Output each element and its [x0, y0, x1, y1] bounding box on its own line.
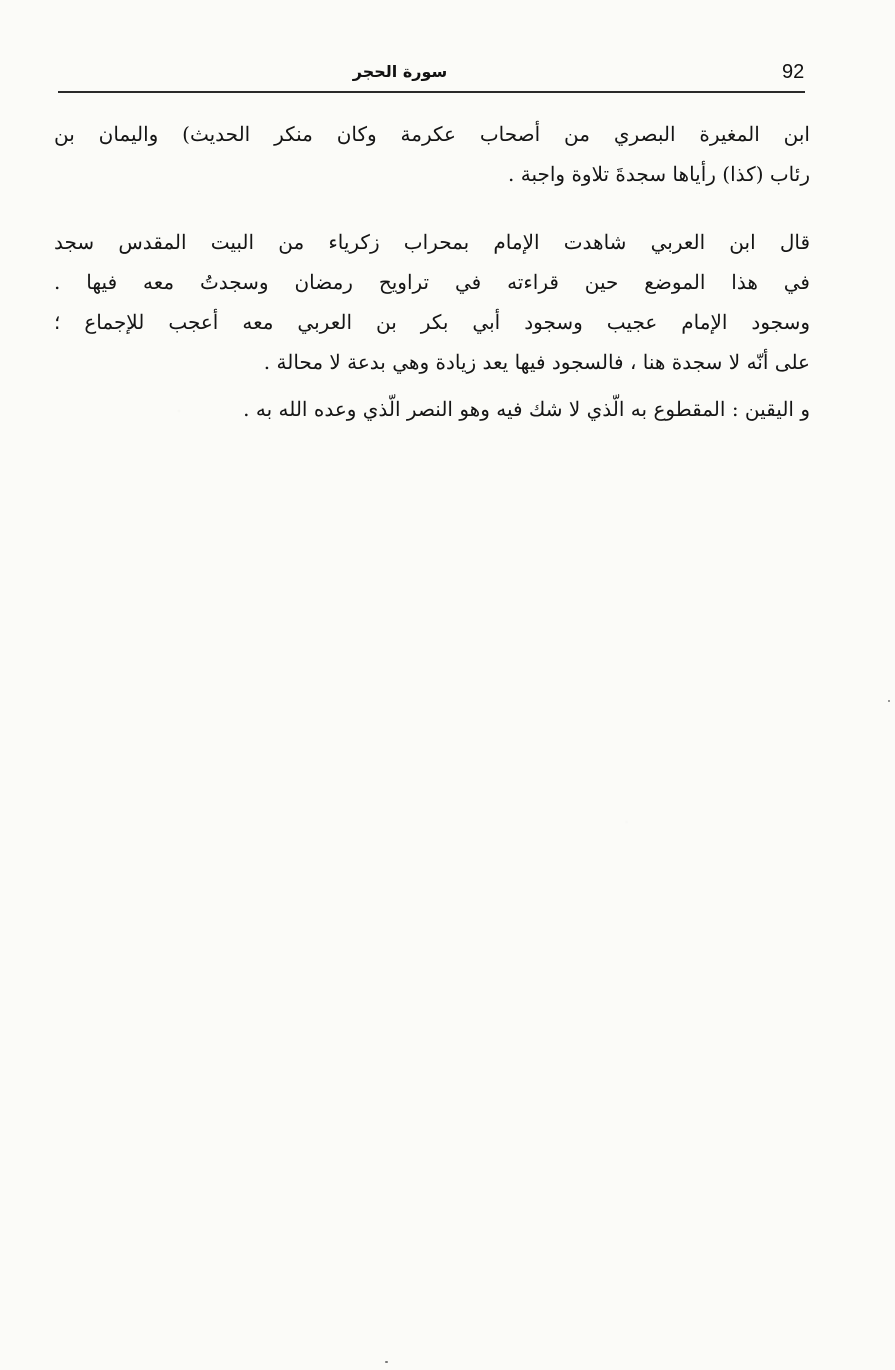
text-line: و اليقين : المقطوع به الّذي لا شك فيه وهو النصر الّذي وعده الله به .	[243, 397, 810, 421]
text-line: رئاب (كذا) رأياها سجدةَ تلاوة واجبة .	[508, 162, 810, 186]
paragraph-1	[54, 114, 810, 194]
page-number: 92	[782, 61, 805, 83]
text-line: ابن المغيرة البصري من أصحاب عكرمة وكان منكر الحديث) واليمان بن	[54, 122, 810, 146]
text-line: على أنّه لا سجدة هنا ، فالسجود فيها يعد زيادة وهي بدعة لا محالة .	[263, 350, 810, 374]
paragraph-2	[54, 222, 810, 382]
scan-speck	[888, 700, 890, 702]
running-title: سورة الحجر	[352, 62, 448, 81]
paragraph-3	[54, 389, 810, 429]
header-rule	[58, 91, 805, 93]
scan-speck	[385, 1361, 388, 1363]
text-line: في هذا الموضع حين قراءته في تراويح رمضان وسجدتُ معه فيها .	[54, 270, 810, 294]
text-line: وسجود الإمام عجيب وسجود أبي بكر بن العربي معه أعجب للإجماع ؛	[54, 310, 810, 334]
text-line: قال ابن العربي شاهدت الإمام بمحراب زكرياء من البيت المقدس سجد	[54, 230, 810, 254]
